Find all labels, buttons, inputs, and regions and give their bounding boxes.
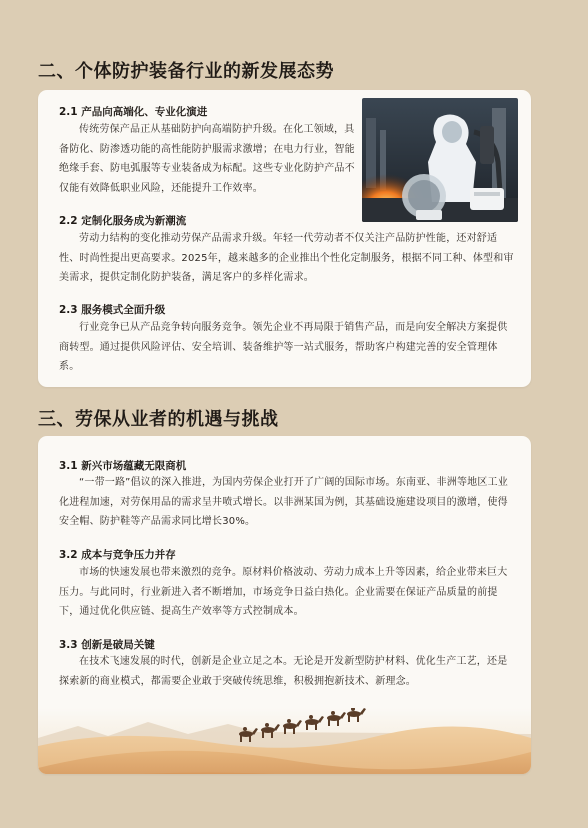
para-2-2: 劳动力结构的变化推动劳保产品需求升级。年轻一代劳动者不仅关注产品防护性能，还对舒适性、时尚性提出更高要求。2025年，越来越多的企业推出个性化定制服务，根据不同工种、体型和审美需求，提供定制化防护装备，满足客户的多样化需求。: [59, 233, 514, 283]
section-3-heading: 三、劳保从业者的机遇与挑战: [38, 409, 279, 430]
subhead-2-3: 2.3 服务模式全面升级: [59, 304, 166, 316]
subhead-2-2: 2.2 定制化服务成为新潮流: [59, 215, 187, 227]
para-2-3: 行业竞争已从产品竞争转向服务竞争。领先企业不再局限于销售产品，而是向安全解决方案提供商转型。通过提供风险评估、安全培训、装备维护等一站式服务，帮助客户构建完善的安全管理体系。: [59, 322, 508, 372]
subhead-3-3: 3.3 创新是破局关键: [59, 639, 155, 651]
subhead-3-2: 3.2 成本与竞争压力并存: [59, 549, 176, 561]
section-2-card: [38, 90, 531, 387]
section-3-card: [38, 436, 531, 774]
para-3-3: 在技术飞速发展的时代，创新是企业立足之本。无论是开发新型防护材料、优化生产工艺，还是探索新的商业模式，都需要企业敢于突破传统思维，积极拥抱新技术、新理念。: [59, 656, 508, 687]
para-3-1: “一带一路”倡议的深入推进，为国内劳保企业打开了广阔的国际市场。东南亚、非洲等地区工业化进程加速，对劳保用品的需求呈井喷式增长。以非洲某国为例，其基础设施建设项目的激增，使得安全帽、防护鞋等产品需求同比增长30%。: [59, 477, 508, 527]
protective-suit-photo-icon: [362, 98, 518, 222]
subhead-3-1: 3.1 新兴市场蕴藏无限商机: [59, 460, 187, 472]
desert-caravan-illustration-icon: [38, 708, 531, 774]
subhead-2-1: 2.1 产品向高端化、专业化演进: [59, 106, 208, 118]
para-3-2: 市场的快速发展也带来激烈的竞争。原材料价格波动、劳动力成本上升等因素，给企业带来巨大压力。与此同时，行业新进入者不断增加，市场竞争日益白热化。企业需要在保证产品质量的前提下，通过优化供应链、提高生产效率等方式控制成本。: [59, 567, 508, 617]
para-2-1: 传统劳保产品正从基础防护向高端防护升级。在化工领域，具备防化、防渗透功能的高性能防护服需求激增；在电力行业，智能绝缘手套、防电弧服等专业装备成为标配。这些专业化防护产品不仅能有效降低职业风险，还能提升工作效率。: [59, 124, 355, 194]
section-2-heading: 二、个体防护装备行业的新发展态势: [38, 61, 334, 82]
